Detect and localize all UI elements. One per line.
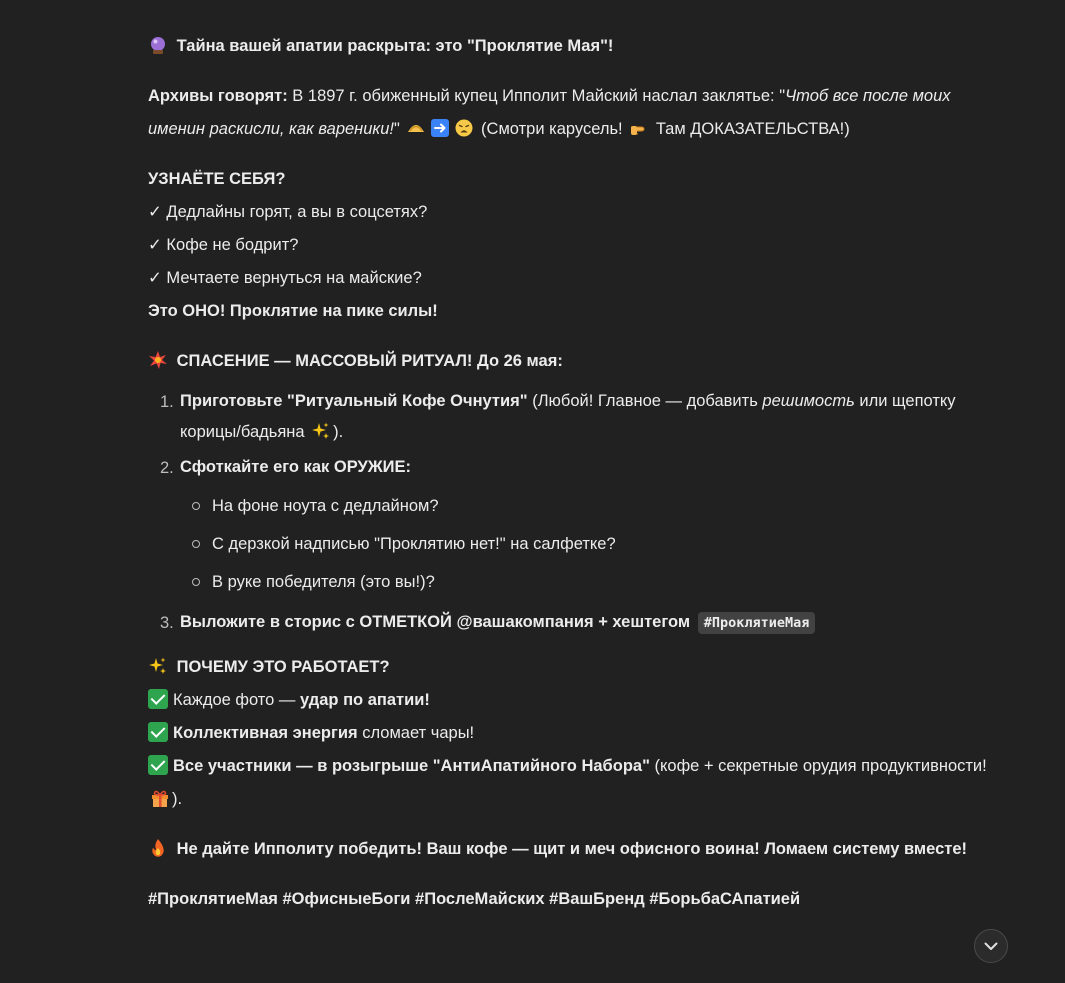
recognize-item: ✓ Мечтаете вернуться на майские? [148,269,422,287]
check-mark-button-icon [148,722,168,742]
archive-text: В 1897 г. обиженный купец Ипполит Майский наслал заклятье: " [287,87,786,105]
pointing-hand-icon [629,118,649,138]
step-number: 3. [160,614,174,632]
step-title: Выложите в сторис с ОТМЕТКОЙ @вашакомпания + хештегом [180,613,691,631]
gift-icon [150,788,170,808]
headline [148,30,1008,63]
scroll-to-bottom-button[interactable] [974,929,1008,963]
why-item: Все участники — в розыгрыше "АнтиАпатийного Набора" (кофе + секретные орудия продуктивности! ). [148,750,1008,816]
list-item: На фоне ноута с дедлайном? [180,487,1008,525]
rescue-step [148,607,1008,639]
chevron-down-icon [982,937,1000,955]
step-title: Сфоткайте его как ОРУЖИЕ: [180,458,412,476]
archive-paragraph [148,80,1008,146]
headline-text: Тайна вашей апатии раскрыта: это "Проклятие Мая"! [176,37,614,55]
archive-quote: Чтоб все после моих именин раскисли, как вареники! [148,87,951,138]
recognize-conclusion: Это ОНО! Проклятие на пике силы! [148,302,438,320]
check-mark-button-icon [148,689,168,709]
right-arrow-icon [430,118,450,138]
step-title: Приготовьте "Ритуальный Кофе Очнутия" [180,392,528,410]
tired-face-icon [454,118,474,138]
step-number: 1. [160,393,174,411]
step-number: 2. [160,459,174,477]
rescue-title: СПАСЕНИЕ — МАССОВЫЙ РИТУАЛ! До 26 мая: [148,345,1008,378]
rescue-step: 1. Приготовьте "Ритуальный Кофе Очнутия" (Любой! Главное — добавить решимость или щепотку корицы/бадьяна ). [148,386,1008,448]
crystal-ball-icon [148,35,168,55]
why-title: ПОЧЕМУ ЭТО РАБОТАЕТ? [148,651,1008,684]
hashtags: #ПроклятиеМая #ОфисныеБоги #ПослеМайских #ВашБренд #БорьбаСАпатией [148,890,801,908]
collision-icon [148,350,168,370]
sparkles-icon [148,656,168,676]
step-subitems [180,487,1008,601]
recognize-item: ✓ Дедлайны горят, а вы в соцсетях? [148,203,428,221]
check-mark-button-icon [148,755,168,775]
hashtag-code: #ПроклятиеМая [698,612,816,634]
rescue-steps-list [148,386,1008,639]
sparkles-icon [311,421,331,441]
rescue-step [148,452,1008,601]
archive-label: Архивы говорят: [148,87,288,105]
proof-text: Там ДОКАЗАТЕЛЬСТВА!) [651,120,850,138]
closing-paragraph: Не дайте Ипполиту победить! Ваш кофе — щит и меч офисного воина! Ломаем систему вместе! [148,833,1008,866]
archive-quote-end: " [394,120,405,138]
fire-icon [148,838,168,858]
recognize-item: ✓ Кофе не бодрит? [148,236,299,254]
bullet [192,502,200,510]
why-item: Коллективная энергия сломает чары! [148,717,1008,750]
bullet [192,578,200,586]
list-item: В руке победителя (это вы!)? [180,563,1008,601]
recognize-title: УЗНАЁТЕ СЕБЯ? [148,170,286,188]
list-item: С дерзкой надписью "Проклятию нет!" на салфетке? [180,525,1008,563]
bullet [192,540,200,548]
why-item: Каждое фото — удар по апатии! [148,684,1008,717]
carousel-text: (Смотри карусель! [476,120,628,138]
dumpling-icon [406,118,426,138]
assistant-message [148,30,1008,916]
